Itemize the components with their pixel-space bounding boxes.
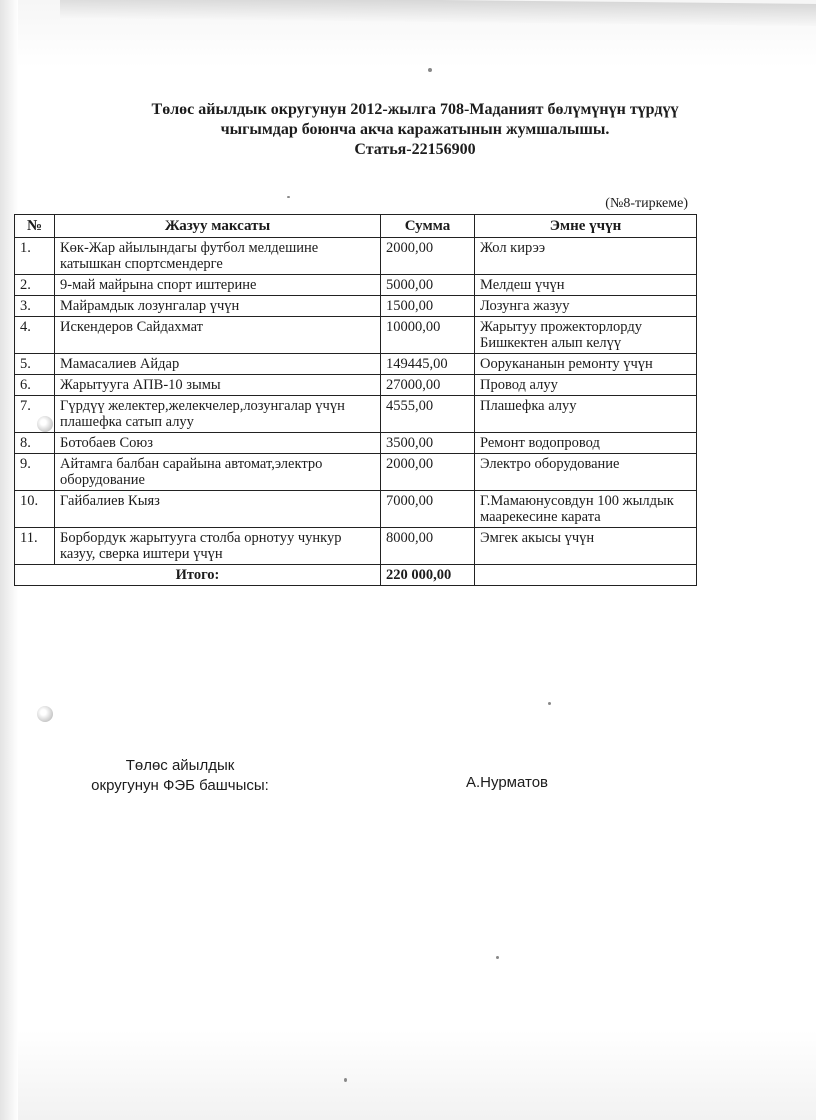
row-num: 6. — [15, 375, 55, 396]
table-row — [15, 528, 697, 565]
row-reason: Г.Мамаюнусовдун 100 жылдык маарекесине карата — [475, 491, 697, 528]
row-purpose: Майрамдык лозунгалар үчүн — [55, 296, 381, 317]
table-row — [15, 396, 697, 433]
scan-speck — [344, 1078, 347, 1082]
row-reason: Лозунга жазуу — [475, 296, 697, 317]
row-sum: 1500,00 — [381, 296, 475, 317]
row-reason: Мелдеш үчүн — [475, 275, 697, 296]
row-reason: Жарытуу прожекторлорду Бишкектен алып келүү — [475, 317, 697, 354]
row-purpose: Искендеров Сайдахмат — [55, 317, 381, 354]
row-num: 4. — [15, 317, 55, 354]
row-purpose: Мамасалиев Айдар — [55, 354, 381, 375]
row-num: 7. — [15, 396, 55, 433]
row-num: 9. — [15, 454, 55, 491]
table-row — [15, 491, 697, 528]
row-sum: 7000,00 — [381, 491, 475, 528]
punch-hole — [37, 416, 53, 432]
table-row — [15, 317, 697, 354]
row-num: 10. — [15, 491, 55, 528]
total-empty-cell — [475, 565, 697, 586]
title-line-1: Төлөс айылдык округунун 2012-жылга 708-Маданият бөлүмүнүн түрдүү — [151, 101, 679, 118]
header-reason: Эмне үчүн — [475, 215, 697, 238]
expense-table — [14, 214, 697, 586]
title-line-3: Статья-22156900 — [354, 141, 476, 158]
punch-hole — [37, 706, 53, 722]
appendix-label: (№8-тиркеме) — [605, 196, 688, 211]
total-sum: 220 000,00 — [381, 565, 475, 586]
row-num: 8. — [15, 433, 55, 454]
row-sum: 27000,00 — [381, 375, 475, 396]
title-line-2: чыгымдар боюнча акча каражатынын жумшалышы. — [220, 121, 610, 138]
table-row — [15, 296, 697, 317]
signatory-title-line-1: Төлөс айылдык — [125, 757, 235, 774]
row-sum: 10000,00 — [381, 317, 475, 354]
row-purpose: Жарытууга АПВ-10 зымы — [55, 375, 381, 396]
row-sum: 4555,00 — [381, 396, 475, 433]
row-purpose: Айтамга балбан сарайына автомат,электро оборудование — [55, 454, 381, 491]
row-sum: 8000,00 — [381, 528, 475, 565]
header-num: № — [15, 215, 55, 238]
row-num: 5. — [15, 354, 55, 375]
header-purpose: Жазуу максаты — [55, 215, 381, 238]
signatory-name: А.Нурматов — [466, 774, 549, 791]
paper-fold — [60, 0, 816, 26]
table-row — [15, 433, 697, 454]
scan-speck — [287, 196, 290, 198]
row-num: 11. — [15, 528, 55, 565]
table-row — [15, 354, 697, 375]
row-sum: 3500,00 — [381, 433, 475, 454]
row-purpose: 9-май майрына спорт иштерине — [55, 275, 381, 296]
row-reason: Жол кирээ — [475, 238, 697, 275]
row-purpose: Гүрдүү желектер,желекчелер,лозунгалар үчүн плашефка сатып алуу — [55, 396, 381, 433]
row-purpose: Борбордук жарытууга столба орнотуу чункур казуу, сверка иштери үчүн — [55, 528, 381, 565]
header-sum: Сумма — [381, 215, 475, 238]
table-row — [15, 275, 697, 296]
document-title — [40, 100, 790, 160]
row-num: 3. — [15, 296, 55, 317]
signatory-title-line-2: округунун ФЭБ башчысы: — [91, 777, 269, 794]
row-sum: 2000,00 — [381, 454, 475, 491]
scan-speck — [496, 956, 499, 959]
total-row — [15, 565, 697, 586]
scan-speck — [428, 68, 432, 72]
row-num: 2. — [15, 275, 55, 296]
row-sum: 149445,00 — [381, 354, 475, 375]
row-reason: Эмгек акысы үчүн — [475, 528, 697, 565]
row-sum: 5000,00 — [381, 275, 475, 296]
row-purpose: Ботобаев Союз — [55, 433, 381, 454]
row-sum: 2000,00 — [381, 238, 475, 275]
table-row — [15, 375, 697, 396]
row-purpose: Көк-Жар айылындагы футбол мелдешине катышкан спортсмендерге — [55, 238, 381, 275]
scan-speck — [548, 702, 551, 705]
row-reason: Электро оборудование — [475, 454, 697, 491]
row-reason: Оорукананын ремонту үчүн — [475, 354, 697, 375]
signatory-title — [60, 756, 300, 796]
total-label: Итого: — [15, 565, 381, 586]
row-reason: Плашефка алуу — [475, 396, 697, 433]
row-num: 1. — [15, 238, 55, 275]
table-row — [15, 454, 697, 491]
row-reason: Ремонт водопровод — [475, 433, 697, 454]
table-header-row — [15, 215, 697, 238]
table-row — [15, 238, 697, 275]
row-reason: Провод алуу — [475, 375, 697, 396]
row-purpose: Гайбалиев Кыяз — [55, 491, 381, 528]
